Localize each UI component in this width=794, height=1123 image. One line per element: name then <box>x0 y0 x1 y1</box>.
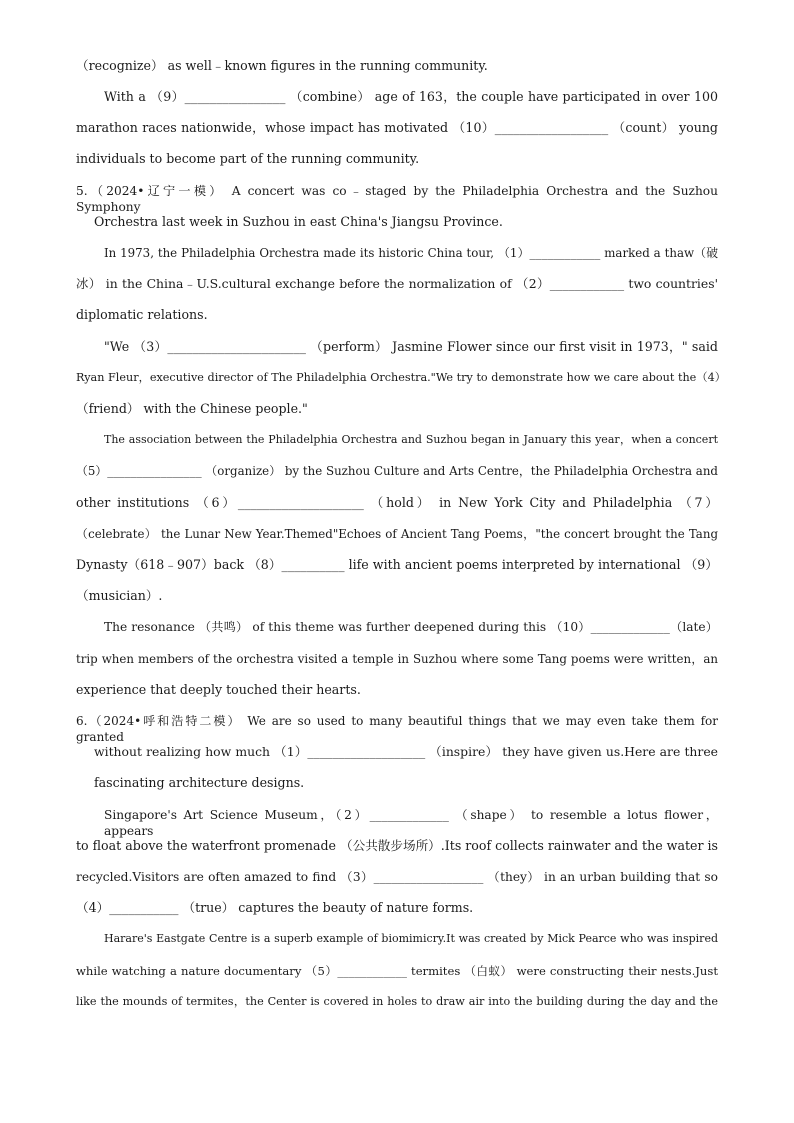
text-line: The association between the Philadelphia Orchestra and Suzhou began in January this year，when a concert <box>104 433 718 446</box>
text-line: Harare's Eastgate Centre is a superb example of biomimicry.It was created by Mick Pearce who was inspired <box>104 932 718 945</box>
text-line: individuals to become part of the running community. <box>76 151 420 166</box>
text-line: experience that deeply touched their hearts. <box>76 682 361 697</box>
text-line: Singapore's Art Science Museum，（2）_____________ （shape） to resemble a lotus flower，appears <box>104 808 718 838</box>
text-line: With a （9）________________ （combine） age of 163，the couple have participated in over 100 <box>104 89 718 104</box>
text-line: Orchestra last week in Suzhou in east China's Jiangsu Province. <box>94 214 503 229</box>
text-line: （friend） with the Chinese people." <box>76 401 308 416</box>
text-line: "We （3）______________________ （perform） Jasmine Flower since our first visit in 1973，" said <box>104 339 718 354</box>
question-heading-6: 6.（2024•呼和浩特二模） We are so used to many beautiful things that we may even take them for granted <box>76 714 718 744</box>
text-line: fascinating architecture designs. <box>94 775 305 790</box>
text-line: In 1973, the Philadelphia Orchestra made its historic China tour, （1）____________ marked a thaw（破 <box>104 246 718 260</box>
text-line: marathon races nationwide，whose impact has motivated （10）__________________ （count） young <box>76 120 718 135</box>
text-line: （4）___________ （true） captures the beauty of nature forms. <box>76 900 474 915</box>
text-line: （recognize） as well﹣known figures in the running community. <box>76 58 488 73</box>
text-line: other institutions （6）____________________ （hold） in New York City and Philadelphia （7） <box>76 495 718 510</box>
text-line: diplomatic relations. <box>76 307 208 322</box>
text-line: to float above the waterfront promenade （公共散步场所）.Its roof collects rainwater and the water is <box>76 838 718 853</box>
text-line: like the mounds of termites，the Center is covered in holes to draw air into the building during the day and the <box>76 995 718 1008</box>
text-line: trip when members of the orchestra visited a temple in Suzhou where some Tang poems were written，an <box>76 652 718 666</box>
text-line: The resonance （共鸣） of this theme was further deepened during this （10）_____________（late） <box>104 620 718 634</box>
text-line: （celebrate） the Lunar New Year.Themed"Echoes of Ancient Tang Poems，"the concert brought the Tang <box>76 527 718 541</box>
text-line: （musician）. <box>76 588 163 603</box>
text-line: Ryan Fleur，executive director of The Philadelphia Orchestra."We try to demonstrate how we care about the（4） <box>76 371 726 384</box>
text-line: Dynasty（618﹣907）back （8）__________ life with ancient poems interpreted by international （9） <box>76 557 718 572</box>
text-line: （5）________________ （organize） by the Suzhou Culture and Arts Centre，the Philadelphia Orchestra and <box>76 464 718 478</box>
text-line: without realizing how much （1）___________________ （inspire） they have given us.Here are three <box>94 744 718 759</box>
text-line: recycled.Visitors are often amazed to find （3）__________________ （they） in an urban building that so <box>76 870 718 884</box>
text-line: 冰） in the China﹣U.S.cultural exchange before the normalization of （2）____________ two countries' <box>76 276 718 291</box>
question-heading-5: 5.（2024•辽宁一模） A concert was co﹣staged by the Philadelphia Orchestra and the Suzhou Symphony <box>76 184 718 214</box>
text-line: while watching a nature documentary （5）____________ termites （白蚁） were constructing their nests.Just <box>76 964 718 978</box>
